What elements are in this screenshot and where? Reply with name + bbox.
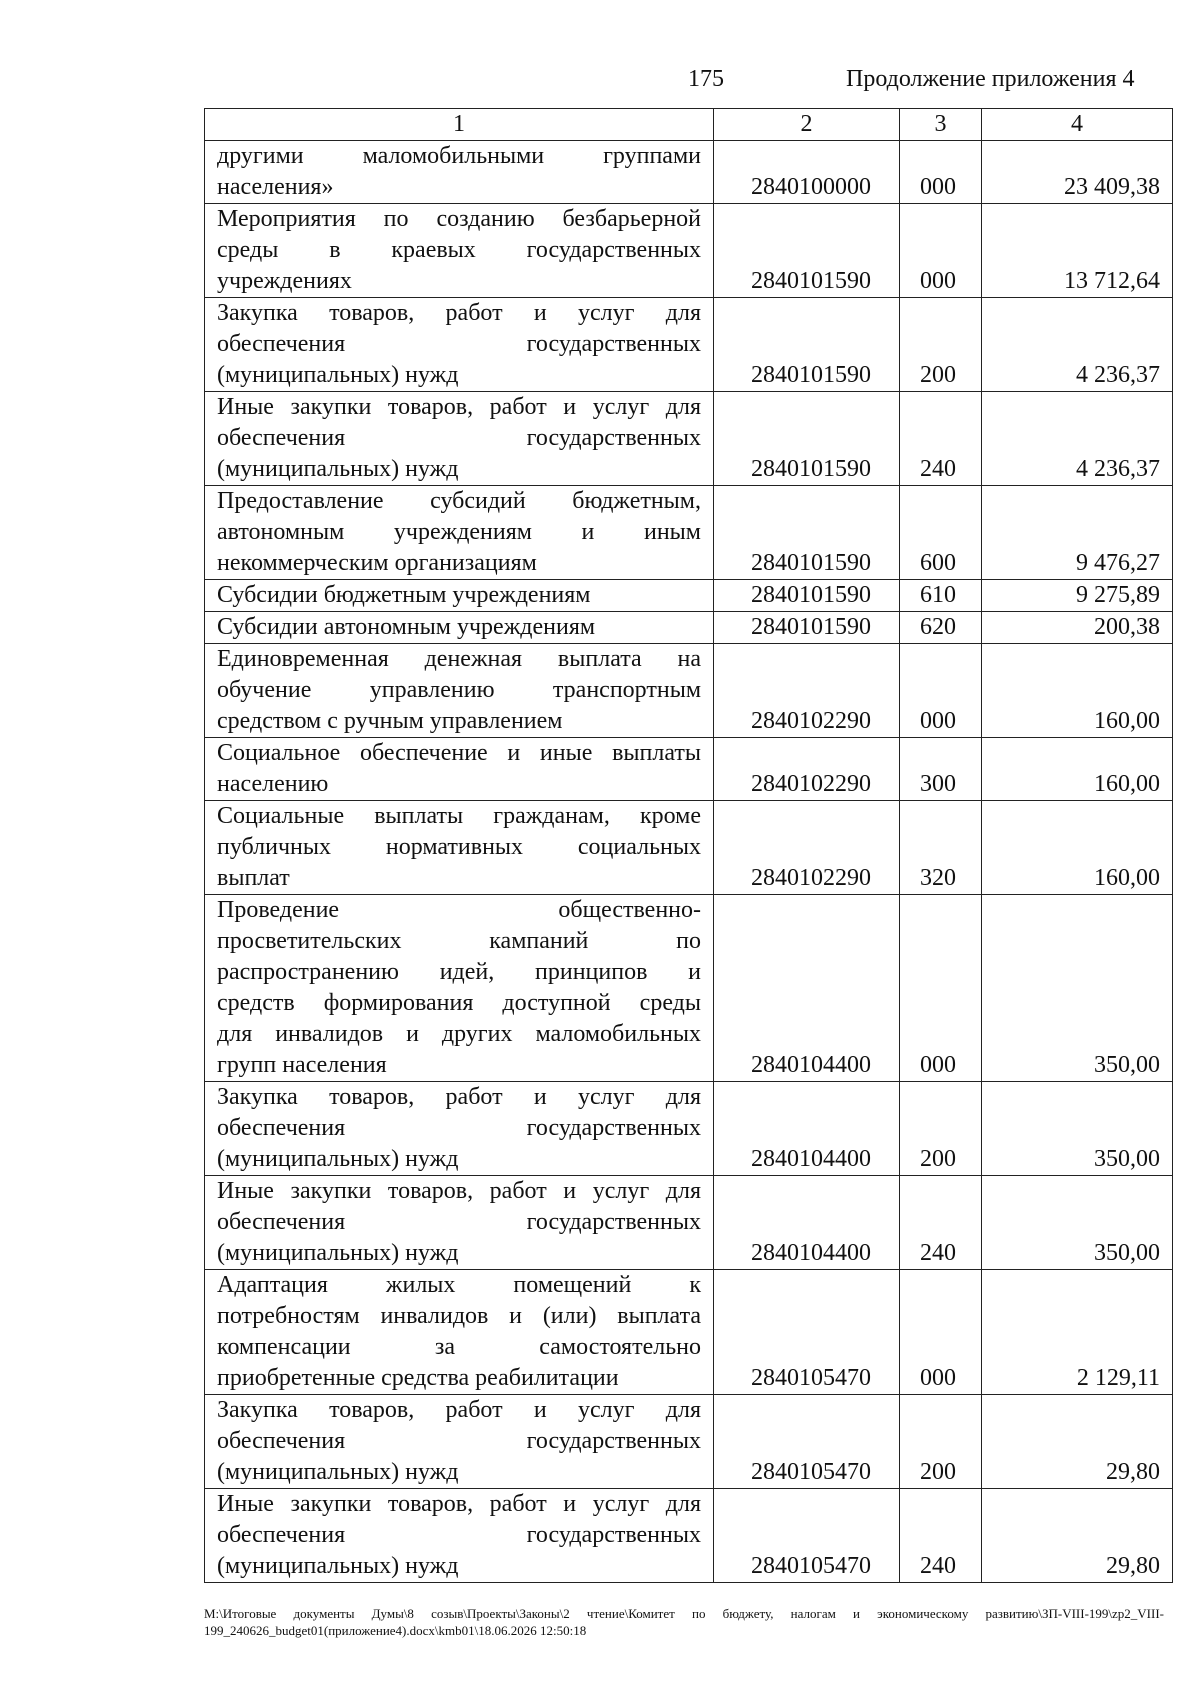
description-line: средством с ручным управлением bbox=[217, 708, 563, 734]
row-code: 2840104400 bbox=[714, 1176, 900, 1270]
description-line: Иные закупки товаров, работ и услуг для bbox=[217, 1178, 701, 1204]
description-line: среды в краевых государственных bbox=[217, 237, 701, 263]
table-row bbox=[205, 1270, 1173, 1395]
description-line: Субсидии бюджетным учреждениям bbox=[217, 582, 591, 608]
row-expense-type: 000 bbox=[900, 1270, 982, 1395]
row-code: 2840100000 bbox=[714, 141, 900, 204]
table-row bbox=[205, 1176, 1173, 1270]
row-expense-type: 300 bbox=[900, 738, 982, 801]
budget-table-body bbox=[205, 109, 1173, 1583]
description-line: другими маломобильными группами bbox=[217, 143, 701, 169]
row-description bbox=[205, 392, 714, 486]
row-expense-type: 240 bbox=[900, 1176, 982, 1270]
row-code: 2840104400 bbox=[714, 1082, 900, 1176]
budget-table bbox=[204, 108, 1173, 1583]
description-line: Иные закупки товаров, работ и услуг для bbox=[217, 1491, 701, 1517]
table-row bbox=[205, 644, 1173, 738]
description-line: некоммерческим организациям bbox=[217, 550, 537, 576]
description-line: населению bbox=[217, 771, 329, 797]
row-description bbox=[205, 1270, 714, 1395]
row-amount: 9 275,89 bbox=[982, 580, 1173, 612]
row-description bbox=[205, 612, 714, 644]
row-description bbox=[205, 644, 714, 738]
description-line: Закупка товаров, работ и услуг для bbox=[217, 1397, 701, 1423]
table-row bbox=[205, 204, 1173, 298]
row-amount: 29,80 bbox=[982, 1395, 1173, 1489]
row-code: 2840101590 bbox=[714, 486, 900, 580]
description-line: обеспечения государственных bbox=[217, 425, 701, 451]
document-file-path: M:\Итоговые документы Думы\8 созыв\Проекты\Законы\2 чтение\Комитет по бюджету, налогам и экономическому развитию\ЗП-VIII-199\zp2_VIII-199_240626_budget01(приложение4).docx\kmb01\18.06.2026 12:50:18 bbox=[204, 1606, 1164, 1638]
row-code: 2840101590 bbox=[714, 298, 900, 392]
row-amount: 200,38 bbox=[982, 612, 1173, 644]
row-expense-type: 620 bbox=[900, 612, 982, 644]
column-header-4: 4 bbox=[982, 109, 1173, 141]
column-header-2: 2 bbox=[714, 109, 900, 141]
description-line: Единовременная денежная выплата на bbox=[217, 646, 701, 672]
description-line: публичных нормативных социальных bbox=[217, 834, 701, 860]
description-line: обеспечения государственных bbox=[217, 1428, 701, 1454]
table-row bbox=[205, 895, 1173, 1082]
description-line: обеспечения государственных bbox=[217, 1522, 701, 1548]
row-amount: 160,00 bbox=[982, 738, 1173, 801]
description-line: Закупка товаров, работ и услуг для bbox=[217, 1084, 701, 1110]
row-description bbox=[205, 738, 714, 801]
row-amount: 4 236,37 bbox=[982, 298, 1173, 392]
column-header-1: 1 bbox=[205, 109, 714, 141]
description-line: Социальное обеспечение и иные выплаты bbox=[217, 740, 701, 766]
description-line: (муниципальных) нужд bbox=[217, 1146, 459, 1172]
description-line: Закупка товаров, работ и услуг для bbox=[217, 300, 701, 326]
row-amount: 4 236,37 bbox=[982, 392, 1173, 486]
description-line: обеспечения государственных bbox=[217, 1209, 701, 1235]
row-code: 2840105470 bbox=[714, 1395, 900, 1489]
description-line: приобретенные средства реабилитации bbox=[217, 1365, 619, 1391]
row-amount: 350,00 bbox=[982, 1176, 1173, 1270]
row-code: 2840101590 bbox=[714, 392, 900, 486]
row-amount: 2 129,11 bbox=[982, 1270, 1173, 1395]
row-expense-type: 200 bbox=[900, 1082, 982, 1176]
description-line: населения» bbox=[217, 174, 334, 200]
description-line: обеспечения государственных bbox=[217, 1115, 701, 1141]
table-row bbox=[205, 1082, 1173, 1176]
row-description bbox=[205, 1395, 714, 1489]
description-line: (муниципальных) нужд bbox=[217, 1240, 459, 1266]
description-line: Мероприятия по созданию безбарьерной bbox=[217, 206, 701, 232]
description-line: (муниципальных) нужд bbox=[217, 456, 459, 482]
description-line: Предоставление субсидий бюджетным, bbox=[217, 488, 701, 514]
description-line: компенсации за самостоятельно bbox=[217, 1334, 701, 1360]
row-expense-type: 320 bbox=[900, 801, 982, 895]
description-line: обучение управлению транспортным bbox=[217, 677, 701, 703]
row-expense-type: 000 bbox=[900, 895, 982, 1082]
row-code: 2840102290 bbox=[714, 644, 900, 738]
table-row bbox=[205, 612, 1173, 644]
row-description bbox=[205, 1489, 714, 1583]
row-expense-type: 610 bbox=[900, 580, 982, 612]
row-description bbox=[205, 801, 714, 895]
row-code: 2840102290 bbox=[714, 801, 900, 895]
row-expense-type: 000 bbox=[900, 141, 982, 204]
description-line: Иные закупки товаров, работ и услуг для bbox=[217, 394, 701, 420]
row-description bbox=[205, 580, 714, 612]
row-expense-type: 240 bbox=[900, 392, 982, 486]
row-description bbox=[205, 1176, 714, 1270]
row-expense-type: 000 bbox=[900, 204, 982, 298]
description-line: (муниципальных) нужд bbox=[217, 362, 459, 388]
description-line: потребностям инвалидов и (или) выплата bbox=[217, 1303, 701, 1329]
row-code: 2840101590 bbox=[714, 612, 900, 644]
row-expense-type: 000 bbox=[900, 644, 982, 738]
row-code: 2840101590 bbox=[714, 580, 900, 612]
description-line: Социальные выплаты гражданам, кроме bbox=[217, 803, 701, 829]
row-description bbox=[205, 486, 714, 580]
table-row bbox=[205, 738, 1173, 801]
row-amount: 23 409,38 bbox=[982, 141, 1173, 204]
row-description bbox=[205, 1082, 714, 1176]
table-header-row bbox=[205, 109, 1173, 141]
row-amount: 160,00 bbox=[982, 801, 1173, 895]
row-description bbox=[205, 298, 714, 392]
table-row bbox=[205, 486, 1173, 580]
description-line: (муниципальных) нужд bbox=[217, 1459, 459, 1485]
description-line: групп населения bbox=[217, 1052, 387, 1078]
row-code: 2840105470 bbox=[714, 1489, 900, 1583]
row-amount: 9 476,27 bbox=[982, 486, 1173, 580]
row-description bbox=[205, 895, 714, 1082]
description-line: просветительских кампаний по bbox=[217, 928, 701, 954]
row-amount: 13 712,64 bbox=[982, 204, 1173, 298]
row-code: 2840102290 bbox=[714, 738, 900, 801]
description-line: Адаптация жилых помещений к bbox=[217, 1272, 701, 1298]
table-row bbox=[205, 141, 1173, 204]
description-line: распространению идей, принципов и bbox=[217, 959, 701, 985]
page-number: 175 bbox=[688, 66, 724, 92]
table-row bbox=[205, 580, 1173, 612]
row-code: 2840101590 bbox=[714, 204, 900, 298]
description-line: средств формирования доступной среды bbox=[217, 990, 701, 1016]
row-amount: 160,00 bbox=[982, 644, 1173, 738]
appendix-continuation-label: Продолжение приложения 4 bbox=[846, 66, 1135, 92]
row-expense-type: 600 bbox=[900, 486, 982, 580]
table-row bbox=[205, 298, 1173, 392]
table-row bbox=[205, 801, 1173, 895]
row-amount: 350,00 bbox=[982, 1082, 1173, 1176]
description-line: для инвалидов и других маломобильных bbox=[217, 1021, 701, 1047]
row-description bbox=[205, 204, 714, 298]
description-line: Проведение общественно- bbox=[217, 897, 701, 923]
table-row bbox=[205, 1489, 1173, 1583]
row-code: 2840104400 bbox=[714, 895, 900, 1082]
description-line: Субсидии автономным учреждениям bbox=[217, 614, 596, 640]
row-amount: 29,80 bbox=[982, 1489, 1173, 1583]
table-row bbox=[205, 1395, 1173, 1489]
description-line: обеспечения государственных bbox=[217, 331, 701, 357]
column-header-3: 3 bbox=[900, 109, 982, 141]
row-expense-type: 200 bbox=[900, 298, 982, 392]
row-expense-type: 200 bbox=[900, 1395, 982, 1489]
row-amount: 350,00 bbox=[982, 895, 1173, 1082]
row-code: 2840105470 bbox=[714, 1270, 900, 1395]
description-line: выплат bbox=[217, 865, 290, 891]
row-description bbox=[205, 141, 714, 204]
description-line: (муниципальных) нужд bbox=[217, 1553, 459, 1579]
description-line: автономным учреждениям и иным bbox=[217, 519, 701, 545]
table-row bbox=[205, 392, 1173, 486]
row-expense-type: 240 bbox=[900, 1489, 982, 1583]
description-line: учреждениях bbox=[217, 268, 352, 294]
